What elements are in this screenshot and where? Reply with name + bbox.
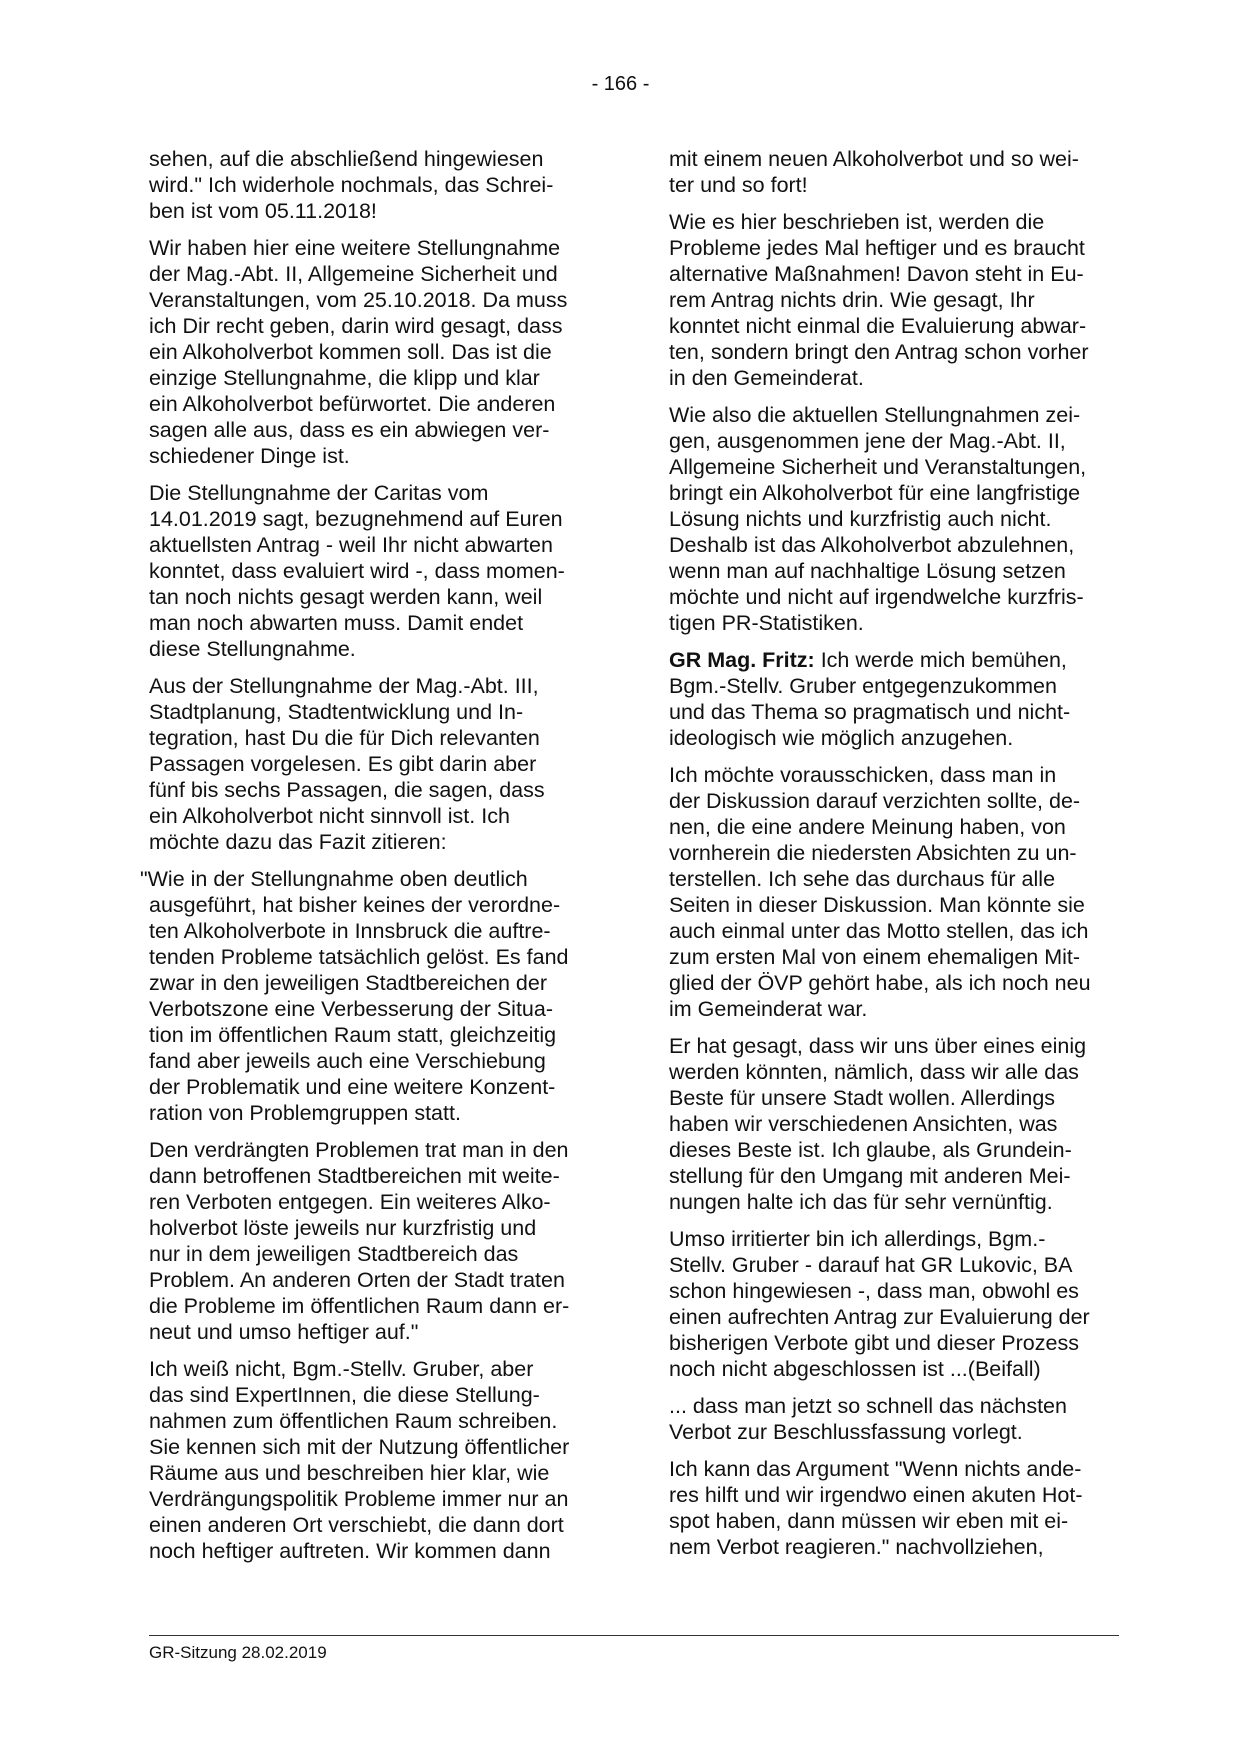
speaker-text: Ich werde mich bemühen, Bgm.-Stellv. Gruber entgegenzukommen und das Thema so pragmatisch und nicht- ideologisch wie möglich anzugehen.	[669, 648, 1071, 750]
paragraph: ... dass man jetzt so schnell das nächsten Verbot zur Beschlussfassung vorlegt.	[669, 1394, 1067, 1444]
right-column	[669, 146, 1124, 1571]
paragraph: Umso irritierter bin ich allerdings, Bgm.- Stellv. Gruber - darauf hat GR Lukovic, BA schon hingewiesen -, dass man, obwohl es einen aufrechten Antrag zur Evaluierung der bisherigen Verbote gibt und dieser Prozess noch nicht abgeschlossen ist ...(Beifall)	[669, 1227, 1090, 1381]
paragraph: Aus der Stellungnahme der Mag.-Abt. III, Stadtplanung, Stadtentwicklung und In- tegration, hast Du die für Dich relevanten Passagen vorgelesen. Es gibt darin aber fünf bis sechs Passagen, die sagen, dass ein Alkoholverbot nicht sinnvoll ist. Ich möchte dazu das Fazit zitieren:	[149, 674, 545, 854]
paragraph: Ich weiß nicht, Bgm.-Stellv. Gruber, aber das sind ExpertInnen, die diese Stellung- nahmen zum öffentlichen Raum schreiben. Sie kennen sich mit der Nutzung öffentlicher Räume aus und beschreiben hier klar, wie Verdrängungspolitik Probleme immer nur an einen anderen Ort verschiebt, die dann dort noch heftiger auftreten. Wir kommen dann	[149, 1357, 570, 1563]
left-column	[140, 146, 604, 1575]
paragraph: Er hat gesagt, dass wir uns über eines einig werden könnten, nämlich, dass wir alle das Beste für unsere Stadt wollen. Allerdings haben wir verschiedenen Ansichten, was dieses Beste ist. Ich glaube, als Grundein- stellung für den Umgang mit anderen Mei- nungen halte ich das für sehr vernünftig.	[669, 1034, 1087, 1214]
paragraph: sehen, auf die abschließend hingewiesen wird." Ich widerhole nochmals, das Schrei- ben ist vom 05.11.2018!	[149, 147, 554, 223]
paragraph: Wir haben hier eine weitere Stellungnahme der Mag.-Abt. II, Allgemeine Sicherheit und Veranstaltungen, vom 25.10.2018. Da muss ich Dir recht geben, darin wird gesagt, dass ein Alkoholverbot kommen soll. Das ist die einzige Stellungnahme, die klipp und klar ein Alkoholverbot befürwortet. Die anderen sagen alle aus, dass es ein abwiegen ver- schiedener Dinge ist.	[149, 236, 568, 468]
footer-session-date: GR-Sitzung 28.02.2019	[149, 1643, 327, 1662]
footer-divider	[149, 1635, 1119, 1636]
paragraph: mit einem neuen Alkoholverbot und so wei- ter und so fort!	[669, 147, 1079, 197]
speaker-paragraph	[669, 647, 1124, 751]
paragraph: Wie also die aktuellen Stellungnahmen zei- gen, ausgenommen jene der Mag.-Abt. II, Allgemeine Sicherheit und Veranstaltungen, bringt ein Alkoholverbot für eine langfristige Lösung nichts und kurzfristig auch nicht. Deshalb ist das Alkoholverbot abzulehnen, wenn man auf nachhaltige Lösung setzen möchte und nicht auf irgendwelche kurzfris- tigen PR-Statistiken.	[669, 403, 1087, 635]
paragraph: Die Stellungnahme der Caritas vom 14.01.2019 sagt, bezugnehmend auf Euren aktuellsten Antrag - weil Ihr nicht abwarten konntet, dass evaluiert wird -, dass momen- tan noch nichts gesagt werden kann, weil man noch abwarten muss. Damit endet diese Stellungnahme.	[149, 481, 565, 661]
paragraph: Wie es hier beschrieben ist, werden die Probleme jedes Mal heftiger und es braucht alternative Maßnahmen! Davon steht in Eu- rem Antrag nichts drin. Wie gesagt, Ihr konntet nicht einmal die Evaluierung abwar- ten, sondern bringt den Antrag schon vorher in den Gemeinderat.	[669, 210, 1089, 390]
paragraph: Den verdrängten Problemen trat man in den dann betroffenen Stadtbereichen mit weite- ren Verboten entgegen. Ein weiteres Alko- holverbot löste jeweils nur kurzfristig und nur in dem jeweiligen Stadtbereich das Problem. An anderen Orten der Stadt traten die Probleme im öffentlichen Raum dann er- neut und umso heftiger auf."	[149, 1138, 570, 1344]
speaker-name: GR Mag. Fritz:	[669, 648, 815, 672]
quote-paragraph: "Wie in der Stellungnahme oben deutlich ausgeführt, hat bisher keines der verordne- ten Alkoholverbote in Innsbruck die auftre- tenden Probleme tatsächlich gelöst. Es fand zwar in den jeweiligen Stadtbereichen der Verbotszone eine Verbesserung der Situa- tion im öffentlichen Raum statt, gleichzeitig fand aber jeweils auch eine Verschiebung der Problematik und eine weitere Konzent- ration von Problemgruppen statt.	[140, 867, 569, 1125]
paragraph: Ich kann das Argument "Wenn nichts ande- res hilft und wir irgendwo einen akuten Hot- spot haben, dann müssen wir eben mit ei- nem Verbot reagieren." nachvollziehen,	[669, 1457, 1083, 1559]
page-number: - 166 -	[591, 73, 650, 95]
paragraph: Ich möchte vorausschicken, dass man in der Diskussion darauf verzichten sollte, de- nen, die eine andere Meinung haben, von vornherein die niedersten Absichten zu un- terstellen. Ich sehe das durchaus für alle Seiten in dieser Diskussion. Man könnte sie auch einmal unter das Motto stellen, das ich zum ersten Mal von einem ehemaligen Mit- glied der ÖVP gehört habe, als ich noch neu im Gemeinderat war.	[669, 763, 1091, 1021]
